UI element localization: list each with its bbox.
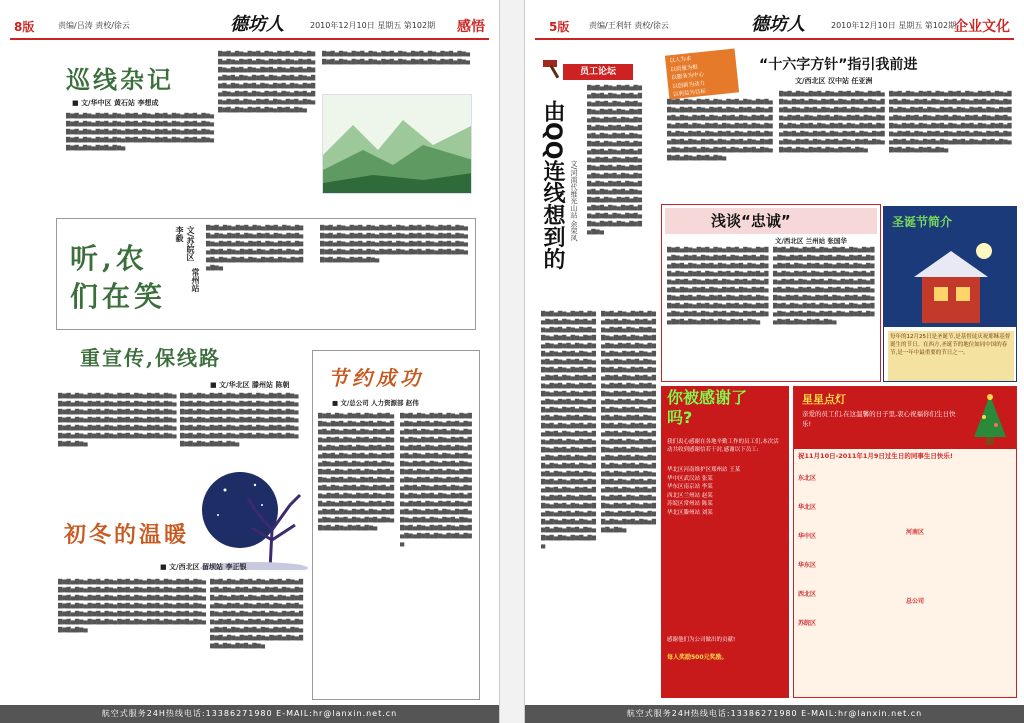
page-footer: 航空式服务24H热线电话:13386271980 E-MAIL:hr@lanxin.net.cn bbox=[0, 705, 499, 723]
article-body: ▇▆▇▅▇▆▅▇▆▇▅▇▆▅▇▆▇▅▇▆▅▇▆▇▅▇▆▅▇▆▇▅▇▆▅▇▆▇▅▇▆▅▇▆▇▅▇▆▅▇▆▇▅▇▆▅▇▆▇▅▇▆▅▇▆▇▅▇▆▅▇▆▇▅▇▆▅▇▆▇▅▇▆▅▇▆▇▅▇▆▅▇▆▇▅▇▆▅▇▆▇▅▇▆▅▇▆▇▅▇▆▅▇▆▇▅▇▆▅▇▆▇▅▇▆▅▇▆▇▅▇▆▅▇▆▇▅▇▆▅▇▆▇▅▇▆▅▇▆▇▅▇▆▅▇▆▇▅▇▆▅▇▆▇▅▇▆▅▇▆▇▅▇▆▅▇▆▇▅▇▆▅▇▆▇▅▇▆▅▇▆▇▅▇▆▅▇▆▇▅▇▆▅▇▆▇▅▇▆▅▇▆▇▅▇▆▅▇▆▇▅▇▆▅▇▆▇▅▇▆▅▇▆▇▅▇▆▅▇▆▇▅▇▆▅▇▆▇▅▇▆▅▇▆▇▅▇▆▅▇▆▇▅▇▆▅▇▆▇▅▇▆▅▇▆▇▅▇▆▅▇▆▇▅▇▆▅▇▆▇▅▇▆▅▇▆▇▅▇▆▅▇▆▇▅▇▆▅▇▆▇▅▇▆▅▇▆▇▅▇▆▅▇▆▇▅▇▆▅▇▆▇▅▇▆▅▇▆▇▅▇▆▅▇▆▇▅▇▆▅▇▆▇▅▇▆▅ bbox=[601, 311, 656, 533]
section-name: 企业文化 bbox=[954, 19, 1010, 35]
article-byline: ■ 文/总公司 人力资源部 赵伟 bbox=[332, 399, 419, 407]
article-author: 文/苏皖区 李毅 bbox=[175, 226, 195, 261]
thanks-award: 每人奖励500元奖励。 bbox=[667, 654, 728, 661]
poem-body: ▇▆▇▅▇▆▅▇▆▇▅▇▆▅▇▆▇▅▇▆▅▇▆▇▅▇▆▅▇▆▇▅▇▆▅▇▆▇▅▇▆▅▇▆▇▅▇▆▅▇▆▇▅▇▆▅▇▆▇▅▇▆▅▇▆▇▅▇▆▅▇▆▇▅▇▆▅▇▆▇▅▇▆▅▇▆▇▅▇▆▅▇▆▇▅▇▆▅▇▆▇▅▇▆▅▇▆▇▅▇▆▅▇▆▇▅▇▆▅▇▆▇▅▇▆▅▇▆▇▅▇▆▅▇▆▇▅▇▆▅▇▆▇▅▇▆▅▇▆▇▅▇▆▅ bbox=[320, 225, 469, 263]
article-body: ▇▆▇▅▇▆▅▇▆▇▅▇▆▅▇▆▇▅▇▆▅▇▆▇▅▇▆▅▇▆▇▅▇▆▅▇▆▇▅▇▆▅▇▆▇▅▇▆▅▇▆▇▅▇▆▅▇▆▇▅▇▆▅▇▆▇▅▇▆▅▇▆▇▅▇▆▅▇▆▇▅▇▆▅▇▆▇▅▇▆▅▇▆▇▅▇▆▅▇▆▇▅▇▆▅▇▆▇▅▇▆▅▇▆▇▅▇▆▅▇▆▇▅▇▆▅▇▆▇▅▇▆▅▇▆▇▅▇▆▅▇▆▇▅▇▆▅▇▆▇▅▇▆▅▇▆▇▅▇▆▅▇▆▇▅▇▆▅▇▆▇▅▇▆▅▇▆▇▅▇▆▅▇▆▇▅▇▆▅ bbox=[667, 99, 773, 161]
region-label: 总公司 bbox=[906, 598, 925, 605]
region-label: 华中区 bbox=[798, 533, 817, 540]
article-byline: 文/西北区 汉中站 任亚洲 bbox=[795, 77, 873, 85]
article-body: ▇▆▇▅▇▆▅▇▆▇▅▇▆▅▇▆▇▅▇▆▅▇▆▇▅▇▆▅▇▆▇▅▇▆▅▇▆▇▅▇▆▅▇▆▇▅▇▆▅▇▆▇▅▇▆▅▇▆▇▅▇▆▅▇▆▇▅▇▆▅▇▆▇▅▇▆▅▇▆▇▅▇▆▅▇▆▇▅▇▆▅▇▆▇▅▇▆▅▇▆▇▅▇▆▅▇▆▇▅▇▆▅▇▆▇▅▇▆▅▇▆▇▅▇▆▅▇▆▇▅▇▆▅▇▆▇▅▇▆▅▇▆▇▅▇▆▅▇▆▇▅▇▆▅▇▆▇▅▇▆▅▇▆▇▅▇▆▅▇▆▇▅▇▆▅▇▆▇▅▇▆▅▇▆▇▅▇▆▅▇▆▇▅▇▆▅▇▆▇▅▇▆▅▇▆▇▅▇▆▅▇▆▇▅▇▆▅▇▆▇▅▇▆▅▇▆▇▅▇▆▅▇▆▇▅▇▆▅ bbox=[667, 247, 769, 325]
poem-body: ▇▆▇▅▇▆▅▇▆▇▅▇▆▅▇▆▇▅▇▆▅▇▆▇▅▇▆▅▇▆▇▅▇▆▅▇▆▇▅▇▆▅▇▆▇▅▇▆▅▇▆▇▅▇▆▅▇▆▇▅▇▆▅▇▆▇▅▇▆▅▇▆▇▅▇▆▅▇▆▇▅▇▆▅▇▆▇▅▇▆▅▇▆▇▅▇▆▅▇▆▇▅▇▆▅▇▆▇▅▇▆▅▇▆▇▅▇▆▅ bbox=[206, 225, 304, 271]
region-label: 华北区 bbox=[798, 504, 817, 511]
page-number: 8版 bbox=[14, 20, 35, 34]
article-byline: ■ 文/华中区 黄石站 李想成 bbox=[72, 99, 159, 107]
article-title: 初冬的温暖 bbox=[64, 522, 190, 548]
ad-title: 圣诞节简介 bbox=[892, 215, 953, 229]
list-item: 西北区兰州站 赵某 bbox=[667, 492, 713, 499]
editors-line: 责编/王利轩 责校/徐云 bbox=[589, 21, 669, 30]
article-station: 常州站 bbox=[191, 268, 200, 292]
article-title: 重宣传,保线路 bbox=[80, 346, 221, 370]
ad-body: 每年的12月25日是圣诞节,是基督徒庆祝耶稣基督诞生的节日。在西方,圣诞节的地位如同中国的春节,是一年中最重要的节日之一。 bbox=[888, 331, 1014, 381]
tree-icon bbox=[200, 470, 308, 570]
motto-line: 以利益为目标 bbox=[672, 88, 707, 99]
birthday-header: 祝11月10日-2011年1月9日过生日的同事生日快乐! bbox=[798, 452, 953, 460]
issue-date: 2010年12月10日 星期五 第102期 bbox=[831, 21, 957, 30]
motto-line: 以创新为动力 bbox=[671, 80, 706, 90]
region-label: 西北区 bbox=[798, 591, 817, 598]
christmas-intro-ad bbox=[883, 206, 1017, 382]
page-number: 5版 bbox=[549, 20, 570, 34]
snowy-house-icon bbox=[894, 237, 1008, 325]
article-body: ▇▆▇▅▇▆▅▇▆▇▅▇▆▅▇▆▇▅▇▆▅▇▆▇▅▇▆▅▇▆▇▅▇▆▅▇▆▇▅▇▆▅▇▆▇▅▇▆▅▇▆▇▅▇▆▅▇▆▇▅▇▆▅▇▆▇▅▇▆▅▇▆▇▅▇▆▅▇▆▇▅▇▆▅▇▆▇▅▇▆▅▇▆▇▅▇▆▅▇▆▇▅▇▆▅▇▆▇▅▇▆▅▇▆▇▅▇▆▅▇▆▇▅▇▆▅▇▆▇▅▇▆▅▇▆▇▅▇▆▅▇▆▇▅▇▆▅▇▆▇▅▇▆▅▇▆▇▅▇▆▅▇▆▇▅▇▆▅▇▆▇▅▇▆▅▇▆▇▅▇▆▅▇▆▇▅▇▆▅▇▆▇▅▇▆▅▇▆▇▅▇▆▅▇▆▇▅▇▆▅▇▆▇▅▇▆▅▇▆▇▅▇▆▅▇▆▇▅▇▆▅▇▆▇▅▇▆▅▇▆▇▅▇▆▅▇▆▇▅▇▆▅▇▆▇▅▇▆▅▇▆▇▅▇▆▅ bbox=[318, 413, 395, 531]
article-body: ▇▆▇▅▇▆▅▇▆▇▅▇▆▅▇▆▇▅▇▆▅▇▆▇▅▇▆▅▇▆▇▅▇▆▅▇▆▇▅▇▆▅▇▆▇▅▇▆▅▇▆▇▅▇▆▅▇▆▇▅▇▆▅▇▆▇▅▇▆▅▇▆▇▅▇▆▅▇▆▇▅▇▆▅▇▆▇▅▇▆▅▇▆▇▅▇▆▅▇▆▇▅▇▆▅▇▆▇▅▇▆▅▇▆▇▅▇▆▅▇▆▇▅▇▆▅▇▆▇▅▇▆▅▇▆▇▅▇▆▅▇▆▇▅▇▆▅▇▆▇▅▇▆▅▇▆▇▅▇▆▅▇▆▇▅▇▆▅▇▆▇▅▇▆▅ bbox=[58, 393, 177, 447]
motto-sign bbox=[665, 48, 739, 99]
mountain-painting-icon bbox=[323, 95, 472, 194]
left-newspaper-page bbox=[0, 0, 500, 723]
birthday-panel bbox=[793, 386, 1017, 698]
region-label: 东北区 bbox=[798, 475, 817, 482]
motto-line: 以服务为中心 bbox=[670, 71, 705, 82]
article-byline: ■ 文/华北区 滕州站 陈朝 bbox=[210, 381, 290, 389]
article-body: ▇▆▇▅▇▆▅▇▆▇▅▇▆▅▇▆▇▅▇▆▅▇▆▇▅▇▆▅▇▆▇▅▇▆▅▇▆▇▅▇▆▅▇▆▇▅▇▆▅▇▆▇▅▇▆▅▇▆▇▅▇▆▅▇▆▇▅▇▆▅▇▆▇▅▇▆▅▇▆▇▅▇▆▅▇▆▇▅▇▆▅▇▆▇▅▇▆▅▇▆▇▅▇▆▅▇▆▇▅▇▆▅▇▆▇▅▇▆▅▇▆▇▅▇▆▅▇▆▇▅▇▆▅▇▆▇▅▇▆▅▇▆▇▅▇▆▅▇▆▇▅▇▆▅▇▆▇▅▇▆▅▇▆▇▅▇▆▅▇▆▇▅▇▆▅▇▆▇▅▇▆▅▇▆▇▅▇▆▅▇▆▇▅▇▆▅▇▆▇▅▇▆▅▇▆▇▅▇▆▅▇▆▇▅▇▆▅▇▆▇▅▇▆▅▇▆▇▅▇▆▅▇▆▇▅▇▆▅ bbox=[587, 85, 642, 235]
section-name: 感悟 bbox=[457, 19, 485, 35]
editors-line: 责编/吕涛 责校/徐云 bbox=[58, 21, 130, 30]
article-body: ▇▆▇▅▇▆▅▇▆▇▅▇▆▅▇▆▇▅▇▆▅▇▆▇▅▇▆▅▇▆▇▅▇▆▅▇▆▇▅▇▆▅▇▆▇▅▇▆▅▇▆▇▅▇▆▅▇▆▇▅▇▆▅▇▆▇▅▇▆▅▇▆▇▅▇▆▅▇▆▇▅▇▆▅▇▆▇▅▇▆▅▇▆▇▅▇▆▅▇▆▇▅▇▆▅▇▆▇▅▇▆▅▇▆▇▅▇▆▅▇▆▇▅▇▆▅▇▆▇▅▇▆▅▇▆▇▅▇▆▅▇▆▇▅▇▆▅▇▆▇▅▇▆▅▇▆▇▅▇▆▅▇▆▇▅▇▆▅▇▆▇▅▇▆▅▇▆▇▅▇▆▅ bbox=[218, 51, 316, 113]
region-label: 苏皖区 bbox=[798, 620, 817, 627]
thanks-list bbox=[667, 466, 783, 517]
thanks-title: 你被感谢了吗? bbox=[667, 388, 748, 427]
article-body: ▇▆▇▅▇▆▅▇▆▇▅▇▆▅▇▆▇▅▇▆▅▇▆▇▅▇▆▅▇▆▇▅▇▆▅▇▆▇▅▇▆▅▇▆▇▅▇▆▅▇▆▇▅▇▆▅▇▆▇▅▇▆▅▇▆▇▅▇▆▅▇▆▇▅▇▆▅▇▆▇▅▇▆▅▇▆▇▅▇▆▅▇▆▇▅▇▆▅▇▆▇▅▇▆▅▇▆▇▅▇▆▅▇▆▇▅▇▆▅▇▆▇▅▇▆▅▇▆▇▅▇▆▅▇▆▇▅▇▆▅▇▆▇▅▇▆▅▇▆▇▅▇▆▅▇▆▇▅▇▆▅▇▆▇▅▇▆▅▇▆▇▅▇▆▅▇▆▇▅▇▆▅▇▆▇▅▇▆▅▇▆▇▅▇▆▅▇▆▇▅▇▆▅▇▆▇▅▇▆▅▇▆▇▅▇▆▅▇▆▇▅▇▆▅▇▆▇▅▇▆▅ bbox=[773, 247, 875, 325]
article-body: ▇▆▇▅▇▆▅▇▆▇▅▇▆▅▇▆▇▅▇▆▅▇▆▇▅▇▆▅▇▆▇▅▇▆▅▇▆▇▅▇▆▅▇▆▇▅▇▆▅▇▆▇▅▇▆▅▇▆▇▅▇▆▅▇▆▇▅▇▆▅▇▆▇▅▇▆▅▇▆▇▅▇▆▅▇▆▇▅▇▆▅▇▆▇▅▇▆▅▇▆▇▅▇▆▅▇▆▇▅▇▆▅▇▆▇▅▇▆▅▇▆▇▅▇▆▅▇▆▇▅▇▆▅▇▆▇▅▇▆▅▇▆▇▅▇▆▅▇▆▇▅▇▆▅▇▆▇▅▇▆▅▇▆▇▅▇▆▅▇▆▇▅▇▆▅▇▆▇▅▇▆▅▇▆▇▅▇▆▅▇▆▇▅▇▆▅ bbox=[779, 91, 885, 153]
landscape-painting bbox=[322, 94, 472, 194]
birthday-title: 星星点灯 bbox=[802, 393, 846, 406]
list-item: 华北区河南维护区郑州站 王某 bbox=[667, 467, 741, 473]
article-body: ▇▆▇▅▇▆▅▇▆▇▅▇▆▅▇▆▇▅▇▆▅▇▆▇▅▇▆▅▇▆▇▅▇▆▅▇▆▇▅▇▆▅▇▆▇▅▇▆▅▇▆▇▅▇▆▅▇▆▇▅▇▆▅▇▆▇▅▇▆▅▇▆▇▅▇▆▅▇▆▇▅▇▆▅▇▆▇▅▇▆▅▇▆▇▅▇▆▅▇▆▇▅▇▆▅▇▆▇▅▇▆▅▇▆▇▅▇▆▅▇▆▇▅▇▆▅▇▆▇▅▇▆▅▇▆▇▅▇▆▅▇▆▇▅▇▆▅▇▆▇▅▇▆▅▇▆▇▅▇▆▅▇▆▇▅▇▆▅▇▆▇▅▇▆▅▇▆▇▅▇▆▅▇▆▇▅▇▆▅▇▆▇▅▇▆▅▇▆▇▅▇▆▅▇▆▇▅▇▆▅▇▆▇▅▇▆▅ bbox=[58, 579, 207, 633]
right-newspaper-page bbox=[524, 0, 1024, 723]
christmas-tree-icon bbox=[970, 393, 1010, 447]
article-title: 听,农们在笑 bbox=[70, 242, 167, 313]
article-body: ▇▆▇▅▇▆▅▇▆▇▅▇▆▅▇▆▇▅▇▆▅▇▆▇▅▇▆▅▇▆▇▅▇▆▅▇▆▇▅▇▆▅▇▆▇▅▇▆▅▇▆▇▅▇▆▅▇▆▇▅▇▆▅▇▆▇▅▇▆▅▇▆▇▅▇▆▅▇▆▇▅▇▆▅▇▆▇▅▇▆▅▇▆▇▅▇▆▅▇▆▇▅▇▆▅▇▆▇▅▇▆▅▇▆▇▅▇▆▅▇▆▇▅▇▆▅▇▆▇▅▇▆▅▇▆▇▅▇▆▅▇▆▇▅▇▆▅▇▆▇▅▇▆▅▇▆▇▅▇▆▅▇▆▇▅▇▆▅▇▆▇▅▇▆▅▇▆▇▅▇▆▅▇▆▇▅▇▆▅ bbox=[210, 579, 304, 649]
forum-label: 员工论坛 bbox=[563, 64, 633, 80]
issue-date: 2010年12月10日 星期五 第102期 bbox=[310, 21, 436, 30]
article-body: ▇▆▇▅▇▆▅▇▆▇▅▇▆▅▇▆▇▅▇▆▅▇▆▇▅▇▆▅▇▆▇▅▇▆▅▇▆▇▅▇▆▅▇▆▇▅▇▆▅▇▆▇▅▇▆▅▇▆▇▅▇▆▅▇▆▇▅▇▆▅▇▆▇▅▇▆▅▇▆▇▅▇▆▅▇▆▇▅▇▆▅▇▆▇▅▇▆▅▇▆▇▅▇▆▅▇▆▇▅▇▆▅▇▆▇▅▇▆▅▇▆▇▅▇▆▅▇▆▇▅▇▆▅▇▆▇▅▇▆▅▇▆▇▅▇▆▅▇▆▇▅▇▆▅▇▆▇▅▇▆▅▇▆▇▅▇▆▅▇▆▇▅▇▆▅▇▆▇▅▇▆▅▇▆▇▅▇▆▅▇▆▇▅▇▆▅▇▆▇▅▇▆▅▇▆▇▅▇▆▅▇▆▇▅▇▆▅ bbox=[889, 91, 1012, 153]
vertical-byline: 文/河南代维光山站 余荣风 bbox=[570, 160, 578, 242]
newspaper-logo: 德坊人 bbox=[230, 14, 284, 35]
page-footer: 航空式服务24H热线电话:13386271980 E-MAIL:hr@lanxin.net.cn bbox=[525, 705, 1024, 723]
newspaper-logo: 德坊人 bbox=[751, 14, 805, 35]
list-item: 华东区南京站 李某 bbox=[667, 484, 713, 490]
page-gutter bbox=[500, 0, 524, 723]
thanks-panel bbox=[661, 386, 789, 698]
article-body: ▇▆▇▅▇▆▅▇▆▇▅▇▆▅▇▆▇▅▇▆▅▇▆▇▅▇▆▅▇▆▇▅▇▆▅▇▆▇▅▇▆▅▇▆▇▅▇▆▅▇▆▇▅▇▆▅▇▆▇▅▇▆▅▇▆▇▅▇▆▅▇▆▇▅▇▆▅▇▆▇▅▇▆▅▇▆▇▅▇▆▅▇▆▇▅▇▆▅▇▆▇▅▇▆▅▇▆▇▅▇▆▅▇▆▇▅▇▆▅▇▆▇▅▇▆▅▇▆▇▅▇▆▅▇▆▇▅▇▆▅▇▆▇▅▇▆▅▇▆▇▅▇▆▅▇▆▇▅▇▆▅▇▆▇▅▇▆▅▇▆▇▅▇▆▅▇▆▇▅▇▆▅▇▆▇▅▇▆▅▇▆▇▅▇▆▅▇▆▇▅▇▆▅▇▆▇▅▇▆▅▇▆▇▅▇▆▅▇▆▇▅▇▆▅▇▆▇▅▇▆▅▇▆▇▅▇▆▅▇▆▇▅▇▆▅▇▆▇▅▇▆▅▇▆▇▅▇▆▅▇▆▇▅▇▆▅▇▆▇▅▇▆▅ bbox=[400, 413, 472, 547]
region-label: 河南区 bbox=[906, 529, 925, 536]
article-byline: 文/西北区 兰州站 张国华 bbox=[775, 237, 847, 245]
list-item: 苏皖区常州站 陈某 bbox=[667, 501, 713, 507]
page-header bbox=[535, 6, 1014, 40]
list-item: 华中区武汉站 张某 bbox=[667, 475, 713, 482]
night-tree-illustration bbox=[200, 470, 308, 570]
article-title: 巡线杂记 bbox=[66, 65, 174, 94]
article-byline: ■ 文/西北区 留坝站 李正银 bbox=[160, 563, 247, 571]
list-item: 华北区滕州站 刘某 bbox=[667, 509, 713, 516]
motto-line: 以质量为根 bbox=[670, 63, 699, 73]
article-title: “十六字方针”指引我前进 bbox=[759, 57, 918, 73]
article-body: ▇▆▇▅▇▆▅▇▆▇▅▇▆▅▇▆▇▅▇▆▅▇▆▇▅▇▆▅▇▆▇▅▇▆▅▇▆▇▅▇▆▅▇▆▇▅▇▆▅▇▆▇▅▇▆▅▇▆▇▅▇▆▅▇▆▇▅▇▆▅ bbox=[322, 51, 471, 65]
motto-line: 以人为本 bbox=[669, 56, 692, 65]
vertical-article-title: 由QQ连线想到的 bbox=[540, 100, 565, 270]
article-title: 浅谈“忠诚” bbox=[711, 212, 791, 230]
article-body: ▇▆▇▅▇▆▅▇▆▇▅▇▆▅▇▆▇▅▇▆▅▇▆▇▅▇▆▅▇▆▇▅▇▆▅▇▆▇▅▇▆▅▇▆▇▅▇▆▅▇▆▇▅▇▆▅▇▆▇▅▇▆▅▇▆▇▅▇▆▅▇▆▇▅▇▆▅▇▆▇▅▇▆▅▇▆▇▅▇▆▅▇▆▇▅▇▆▅▇▆▇▅▇▆▅▇▆▇▅▇▆▅▇▆▇▅▇▆▅▇▆▇▅▇▆▅▇▆▇▅▇▆▅▇▆▇▅▇▆▅▇▆▇▅▇▆▅▇▆▇▅▇▆▅ bbox=[66, 113, 215, 151]
article-title: 节约成功 bbox=[328, 366, 424, 390]
birthday-regions bbox=[906, 467, 1014, 691]
page-header bbox=[10, 6, 489, 40]
region-label: 华东区 bbox=[798, 562, 817, 569]
article-body: ▇▆▇▅▇▆▅▇▆▇▅▇▆▅▇▆▇▅▇▆▅▇▆▇▅▇▆▅▇▆▇▅▇▆▅▇▆▇▅▇▆▅▇▆▇▅▇▆▅▇▆▇▅▇▆▅▇▆▇▅▇▆▅▇▆▇▅▇▆▅▇▆▇▅▇▆▅▇▆▇▅▇▆▅▇▆▇▅▇▆▅▇▆▇▅▇▆▅▇▆▇▅▇▆▅▇▆▇▅▇▆▅▇▆▇▅▇▆▅▇▆▇▅▇▆▅▇▆▇▅▇▆▅▇▆▇▅▇▆▅▇▆▇▅▇▆▅▇▆▇▅▇▆▅▇▆▇▅▇▆▅▇▆▇▅▇▆▅▇▆▇▅▇▆▅▇▆▇▅▇▆▅▇▆▇▅▇▆▅▇▆▇▅▇▆▅▇▆▇▅▇▆▅▇▆▇▅▇▆▅▇▆▇▅▇▆▅▇▆▇▅▇▆▅▇▆▇▅▇▆▅▇▆▇▅▇▆▅▇▆▇▅▇▆▅▇▆▇▅▇▆▅▇▆▇▅▇▆▅▇▆▇▅▇▆▅▇▆▇▅▇▆▅▇▆▇▅▇▆▅▇▆▇▅▇▆▅▇▆▇▅▇▆▅▇▆▇▅▇▆▅▇▆▇▅▇▆▅▇▆▇▅▇▆▅▇▆▇▅▇▆▅▇▆▇▅▇▆▅▇▆▇▅▇▆▅▇▆▇▅▇▆▅▇▆▇▅▇▆▅▇▆▇▅▇▆▅▇▆▇▅▇▆▅▇▆▇▅▇▆▅▇▆▇▅▇▆▅ bbox=[541, 311, 596, 549]
thanks-intro: 我们衷心感谢在各地辛勤工作的员工们,本次活动共收到感谢信若干封,感谢以下员工: bbox=[667, 439, 779, 453]
thanks-closing: 感谢他们为公司做出的贡献! bbox=[667, 637, 736, 643]
birthday-slogan: 亲爱的员工们,在这温馨的日子里,衷心祝福你们生日快乐! bbox=[802, 410, 956, 428]
article-body: ▇▆▇▅▇▆▅▇▆▇▅▇▆▅▇▆▇▅▇▆▅▇▆▇▅▇▆▅▇▆▇▅▇▆▅▇▆▇▅▇▆▅▇▆▇▅▇▆▅▇▆▇▅▇▆▅▇▆▇▅▇▆▅▇▆▇▅▇▆▅▇▆▇▅▇▆▅▇▆▇▅▇▆▅▇▆▇▅▇▆▅▇▆▇▅▇▆▅▇▆▇▅▇▆▅▇▆▇▅▇▆▅▇▆▇▅▇▆▅▇▆▇▅▇▆▅▇▆▇▅▇▆▅▇▆▇▅▇▆▅▇▆▇▅▇▆▅▇▆▇▅▇▆▅▇▆▇▅▇▆▅▇▆▇▅▇▆▅▇▆▇▅▇▆▅▇▆▇▅▇▆▅ bbox=[180, 393, 299, 447]
